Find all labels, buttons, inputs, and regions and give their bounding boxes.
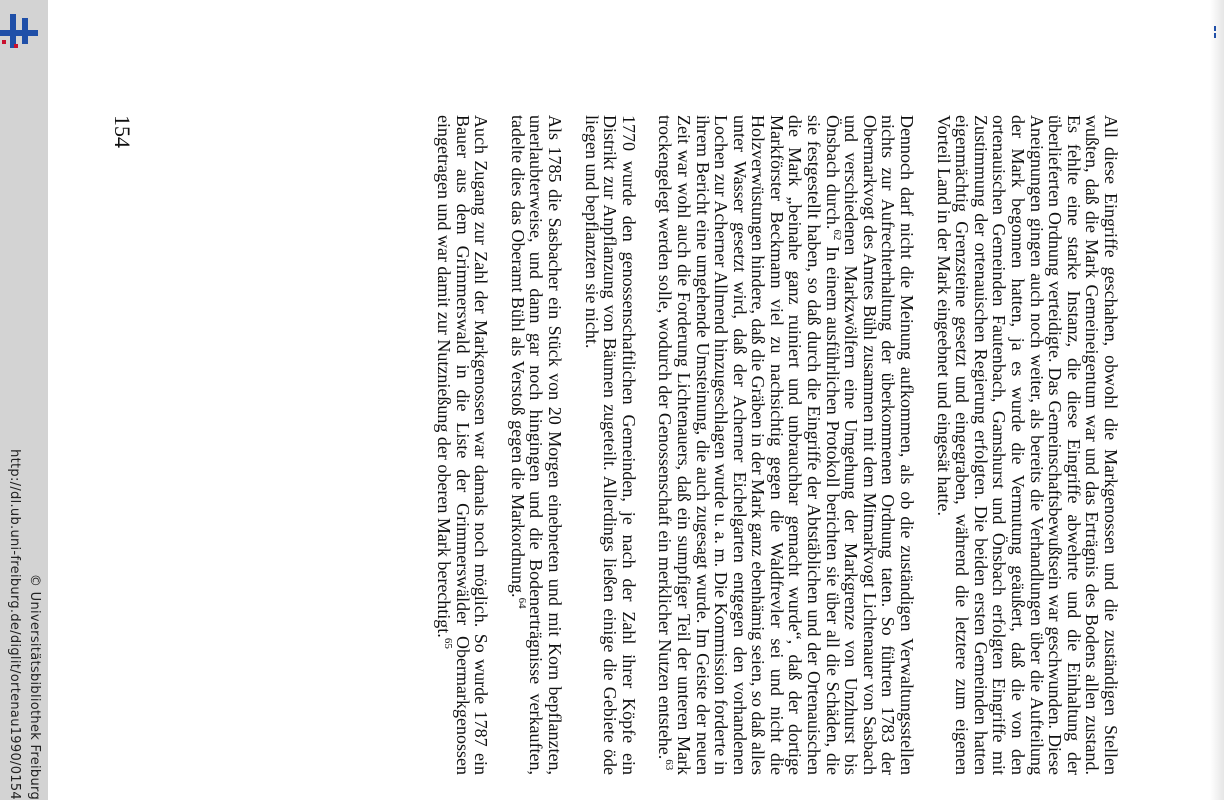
viewer-sidebar <box>0 0 48 800</box>
footnote-ref: 64 <box>515 597 528 609</box>
page-marker-icon <box>1214 26 1218 38</box>
paragraph-1: All diese Eingriffe geschahen, obwohl die Markgenossen und die zuständigen Stellen wußten, daß die Mark Gemeineigentum war und das Erträgnis des Bodens allen zustand. Es fehlte eine starke Instanz, die diese Eingriffe abwehrte und die Einhaltung der überlieferten Ordnung verteidigte. Das Gemeinschaftsbewußtsein war geschwunden. Diese Aneignungen gingen auch noch weiter, als bereits die Verhandlungen über die Aufteilung der Mark begonnen hatten, ja es wurde die Vermutung geäußert, daß die von den ortenauischen Gemeinden Fautenbach, Gamshurst und Önsbach erfolgten Eingriffe mit Zustimmung der ortenauischen Regierung erfolgten. Die beiden ersten Gemeinden hatten eigenmächtig Grenzsteine gesetzt und eingegraben, während die letztere zum eigenen Vorteil Land in der Mark eingeebnet und eingesät hatte. <box>933 115 1121 775</box>
paragraph-2: Dennoch darf nicht die Meinung aufkommen, als ob die zuständigen Verwaltungsstellen nichts zur Aufrechterhaltung der überkommenen Ordnung taten. So führten 1783 der Obermarkvogt des Amtes Bühl zusammen mit dem Mitmarkvogt Lichtenauer von Sasbach und verschiedenen Markzwölfern eine Umgehung der Markgrenze von Unzhurst bis Önsbach durch.$^{62}$ In einem ausführlichen Protokoll berichten sie über all die Schäden, die sie festgestellt haben, so daß durch die Eingriffe der Abtstäblichen und der Ortenauischen die Mark „beinahe ganz ruiniert und unbrauchbar gemacht wurde“, daß der dortige Markförster Beckmann viel zu nachsichtig gegen die Waldfrevler sei und nicht die Holzverwüstungen hindere, daß die Gräben in der Mark ganz ebenhämig seien, so daß alles unter Wasser gesetzt wird, daß der Acherner Eichelgarten entgegen den vorhandenen Lochen zur Acherner Allmend hinzugeschlagen wurde u. a. m. Die Kommission forderte in ihrem Bericht eine umgehende Umsteinung, die auch zugesagt wurde. Im Geiste der neuen Zeit war wohl auch die Forderung Lichtenauers, daß ein sumpfiger Teil der unteren Mark trockengelegt werden solle, wodurch der Genossenschaft ein merklicher Nutzen entstehe.$^{63}$ <box>655 115 918 776</box>
paragraph-5: Auch Zugang zur Zahl der Markgenossen war damals noch möglich. So wurde 1787 ein Bauer aus dem Grimmerswald in die Liste der Grimmerswälder Obermarkgenossen eingetragen und war damit zur Nutznießung der oberen Mark berechtigt.$^{65}$ <box>434 115 492 775</box>
copyright-notice: © Universitätsbibliothek Freiburg <box>27 573 42 800</box>
paragraph-4: Als 1785 die Sasbacher ein Stück von 20 Morgen einebneten und mit Korn bepflanzten, unerlaubterweise, und dann gar noch hingingen und die Bodenerträgnisse verkauften, tadelte dies das Oberamt Bühl als Verstoß gegen die Markordnung.$^{64}$ <box>507 115 565 775</box>
footnote-ref: 62 <box>830 229 843 241</box>
page-edge-shadow <box>1210 0 1224 800</box>
scanned-page-text <box>120 115 1120 775</box>
paragraph-3: 1770 wurde den genossenschaftlichen Gemeinden, je nach der Zahl ihrer Köpfe ein Distrikt zur Anpflanzung von Bäumen zugeteilt. Allerdings ließen einige die Gebiete öde liegen und bepflanzten sie nicht. <box>581 115 639 775</box>
source-url[interactable]: http://dl.ub.uni-freiburg.de/diglit/ortenau1990/0154 <box>7 449 22 800</box>
page-number: 154 <box>110 115 135 148</box>
footnote-ref: 63 <box>663 759 676 771</box>
footnote-ref: 65 <box>442 637 454 649</box>
sidebar-text <box>0 0 48 800</box>
